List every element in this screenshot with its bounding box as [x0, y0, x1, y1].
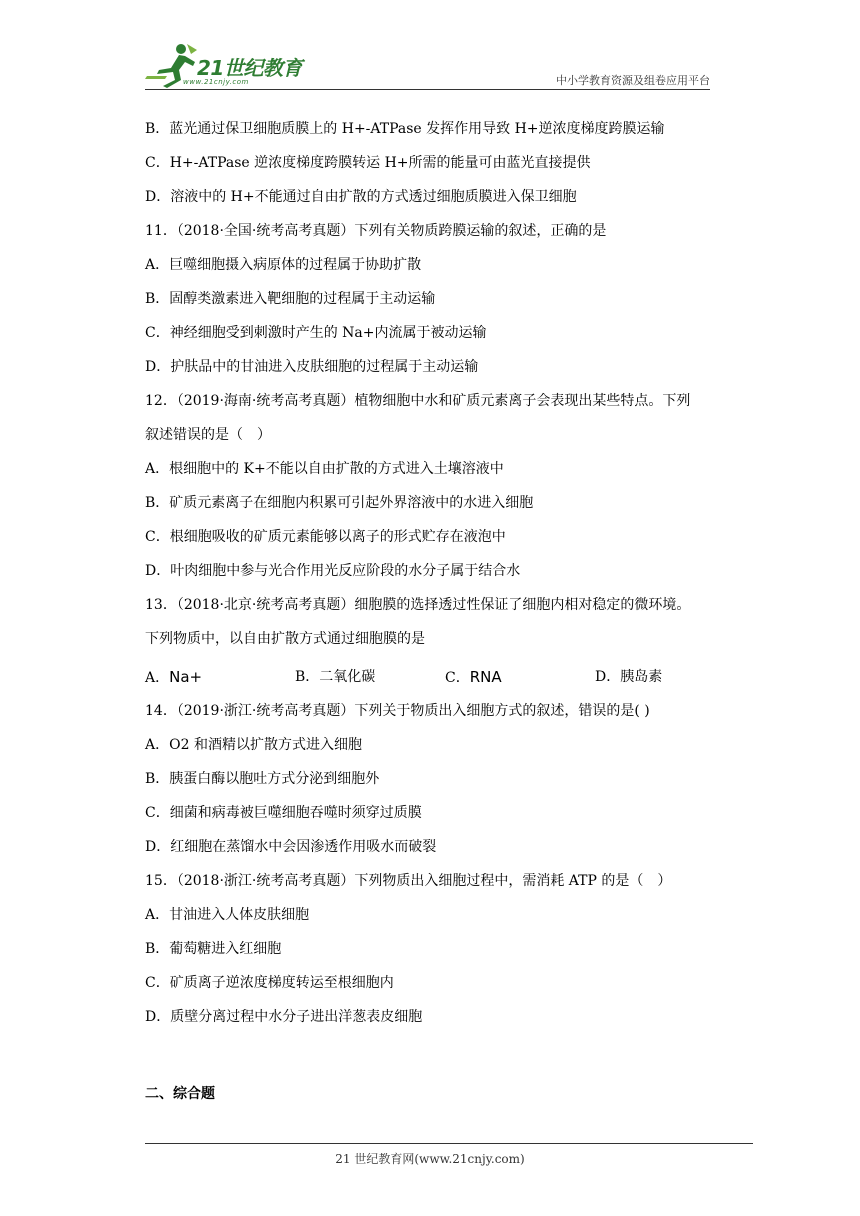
q10-option-c: C．H+-ATPase 逆浓度梯度跨膜转运 H+所需的能量可由蓝光直接提供	[145, 155, 591, 171]
q11-option-d: D．护肤品中的甘油进入皮肤细胞的过程属于主动运输	[145, 359, 479, 375]
q15-stem: 15．（2018·浙江·统考高考真题）下列物质出入细胞过程中，需消耗 ATP 的是（ ）	[145, 873, 672, 889]
q13-option-a	[145, 660, 295, 694]
site-logo[interactable]	[145, 40, 320, 90]
q13-stem-line1: 13．（2018·北京·统考高考真题）细胞膜的选择透过性保证了细胞内相对稳定的微环境。	[145, 597, 691, 613]
q11-option-b: B．固醇类激素进入靶细胞的过程属于主动运输	[145, 291, 436, 307]
logo-text: 21世纪教育	[197, 56, 302, 80]
footer-divider	[145, 1143, 753, 1144]
q13-option-c-prefix: C．	[445, 670, 470, 686]
question-content	[145, 112, 720, 1034]
q14-option-a: A．O2 和酒精以扩散方式进入细胞	[145, 737, 362, 753]
q14-option-d: D．红细胞在蒸馏水中会因渗透作用吸水而破裂	[145, 839, 437, 855]
q13-option-a-prefix: A．	[145, 670, 170, 686]
q15-option-b: B．葡萄糖进入红细胞	[145, 941, 282, 957]
q13-option-d: D．胰岛素	[595, 669, 663, 685]
section-title: 二、综合题	[145, 1086, 215, 1102]
q12-option-d: D．叶肉细胞中参与光合作用光反应阶段的水分子属于结合水	[145, 563, 521, 579]
q11-option-a: A．巨噬细胞摄入病原体的过程属于协助扩散	[145, 257, 422, 273]
q15-option-c: C．矿质离子逆浓度梯度转运至根细胞内	[145, 975, 394, 991]
q11-stem: 11．（2018·全国·统考高考真题）下列有关物质跨膜运输的叙述，正确的是	[145, 223, 607, 239]
q10-option-b: B．蓝光通过保卫细胞质膜上的 H+-ATPase 发挥作用导致 H+逆浓度梯度跨膜运输	[145, 121, 665, 137]
q12-option-b: B．矿质元素离子在细胞内积累可引起外界溶液中的水进入细胞	[145, 495, 534, 511]
q15-option-d: D．质壁分离过程中水分子进出洋葱表皮细胞	[145, 1009, 423, 1025]
q13-options	[145, 660, 720, 694]
q14-option-b: B．胰蛋白酶以胞吐方式分泌到细胞外	[145, 771, 380, 787]
page-footer[interactable]: 21 世纪教育网(www.21cnjy.com)	[335, 1152, 525, 1166]
q10-option-d: D．溶液中的 H+不能通过自由扩散的方式透过细胞质膜进入保卫细胞	[145, 189, 577, 205]
logo-url: www.21cnjy.com	[183, 78, 249, 86]
header-platform-name: 中小学教育资源及组卷应用平台	[556, 74, 710, 87]
q13-option-c-value: RNA	[469, 668, 502, 686]
q14-option-c: C．细菌和病毒被巨噬细胞吞噬时须穿过质膜	[145, 805, 422, 821]
q13-stem-line2: 下列物质中，以自由扩散方式通过细胞膜的是	[145, 631, 425, 647]
q13-option-a-value: Na+	[169, 668, 203, 686]
q13-option-c	[445, 660, 595, 694]
q12-stem-line2: 叙述错误的是（ ）	[145, 427, 271, 443]
header-divider	[145, 89, 710, 90]
q15-option-a: A．甘油进入人体皮肤细胞	[145, 907, 310, 923]
q12-option-c: C．根细胞吸收的矿质元素能够以离子的形式贮存在液泡中	[145, 529, 506, 545]
q13-option-b: B．二氧化碳	[295, 669, 376, 685]
q12-option-a: A．根细胞中的 K+不能以自由扩散的方式进入土壤溶液中	[145, 461, 504, 477]
q12-stem-line1: 12．（2019·海南·统考高考真题）植物细胞中水和矿质元素离子会表现出某些特点。下列	[145, 393, 691, 409]
page-header	[145, 40, 710, 95]
q14-stem: 14．（2019·浙江·统考高考真题）下列关于物质出入细胞方式的叙述，错误的是( )	[145, 703, 650, 719]
q11-option-c: C．神经细胞受到刺激时产生的 Na+内流属于被动运输	[145, 325, 487, 341]
